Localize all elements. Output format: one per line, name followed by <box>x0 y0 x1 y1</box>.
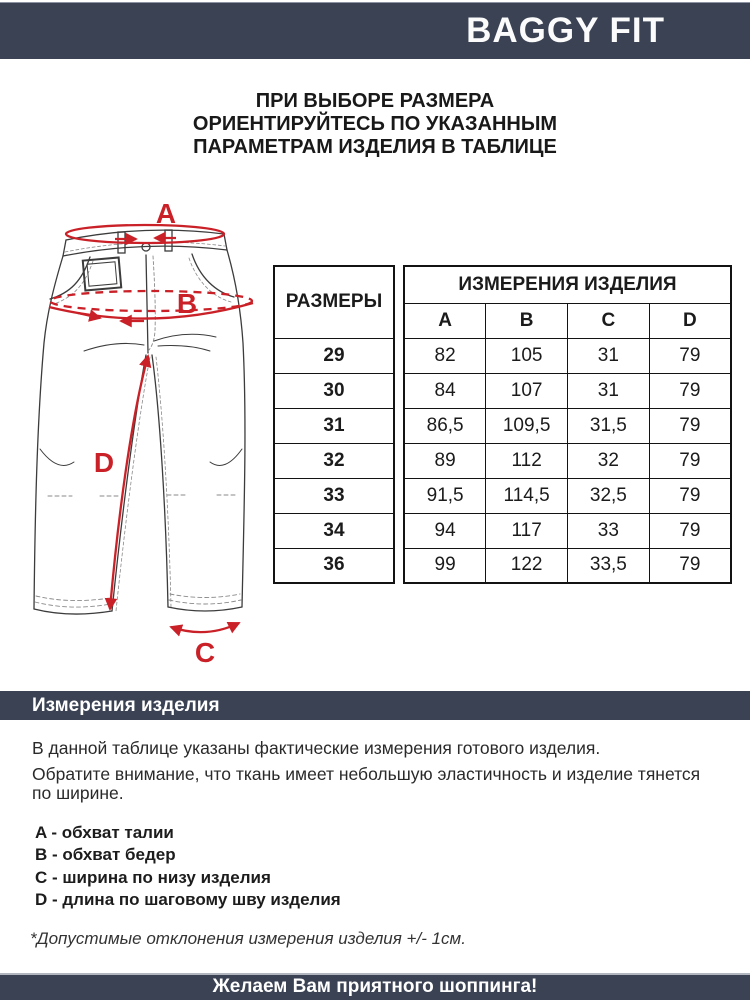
cell-c: 32,5 <box>568 478 650 513</box>
cell-b: 107 <box>486 373 568 408</box>
table-row <box>404 338 731 373</box>
cell-d: 79 <box>649 548 731 583</box>
label-c: C <box>194 637 216 668</box>
legend-item-d: D - длина по шаговому шву изделия <box>35 890 341 910</box>
cell-d: 79 <box>649 408 731 443</box>
label-a: A <box>155 198 177 229</box>
waist-measure-line <box>66 225 224 243</box>
sizes-table <box>273 265 395 584</box>
size-cell: 34 <box>274 513 394 548</box>
size-cell: 36 <box>274 548 394 583</box>
cell-c: 32 <box>568 443 650 478</box>
pants-diagram <box>20 193 270 673</box>
legend-item-b: B - обхват бедер <box>35 845 176 865</box>
cell-d: 79 <box>649 478 731 513</box>
cell-c: 31 <box>568 373 650 408</box>
notes-line: Обратите внимание, что ткань имеет небольшую эластичность и изделие тянется <box>32 763 701 784</box>
section-title-bar: Измерения изделия <box>0 691 750 720</box>
column-header-b: B <box>486 303 568 338</box>
column-header-c: C <box>568 303 650 338</box>
intro-heading <box>0 90 750 159</box>
tolerance-footnote: *Допустимые отклонения измерения изделия +/- 1см. <box>30 929 466 948</box>
intro-line: ОРИЕНТИРУЙТЕСЬ ПО УКАЗАННЫМ <box>192 113 558 135</box>
size-cell: 31 <box>274 408 394 443</box>
notes-block <box>32 739 732 804</box>
size-cell: 33 <box>274 478 394 513</box>
cell-c: 31 <box>568 338 650 373</box>
table-row <box>404 478 731 513</box>
cell-a: 99 <box>404 548 486 583</box>
cell-a: 84 <box>404 373 486 408</box>
cell-d: 79 <box>649 338 731 373</box>
sizes-header-cell: РАЗМЕРЫ <box>274 266 394 338</box>
table-row <box>404 443 731 478</box>
table-row <box>404 373 731 408</box>
table-row <box>404 548 731 583</box>
label-d: D <box>93 447 115 478</box>
cell-a: 82 <box>404 338 486 373</box>
legend-item-a: A - обхват талии <box>35 823 174 842</box>
legend-item-c: C - ширина по низу изделия <box>35 867 271 887</box>
measure-legend <box>35 822 341 912</box>
footer-bar: Желаем Вам приятного шоппинга! <box>0 973 750 1000</box>
size-cell: 30 <box>274 373 394 408</box>
cell-d: 79 <box>649 513 731 548</box>
table-row <box>404 408 731 443</box>
notes-line: В данной таблице указаны фактические измерения готового изделия. <box>32 738 601 758</box>
hem-measure-line <box>171 623 239 632</box>
column-header-a: A <box>404 303 486 338</box>
size-cell: 32 <box>274 443 394 478</box>
cell-b: 112 <box>486 443 568 478</box>
size-cell: 29 <box>274 338 394 373</box>
intro-line: ПАРАМЕТРАМ ИЗДЕЛИЯ В ТАБЛИЦЕ <box>193 136 557 158</box>
cell-a: 91,5 <box>404 478 486 513</box>
cell-c: 33,5 <box>568 548 650 583</box>
cell-b: 109,5 <box>486 408 568 443</box>
intro-line: ПРИ ВЫБОРЕ РАЗМЕРА <box>255 90 495 112</box>
table-row <box>404 513 731 548</box>
cell-c: 31,5 <box>568 408 650 443</box>
measurements-table <box>403 265 732 584</box>
cell-a: 94 <box>404 513 486 548</box>
hip-measure-line <box>50 291 252 311</box>
label-b: B <box>176 288 198 319</box>
column-header-d: D <box>649 303 731 338</box>
cell-d: 79 <box>649 443 731 478</box>
brand-title: BAGGY FIT <box>466 11 665 50</box>
cell-b: 117 <box>486 513 568 548</box>
cell-c: 33 <box>568 513 650 548</box>
notes-line: по ширине. <box>32 783 124 803</box>
pants-sketch <box>34 230 245 614</box>
header-bar <box>0 2 750 59</box>
measurements-header-cell: ИЗМЕРЕНИЯ ИЗДЕЛИЯ <box>404 266 731 303</box>
cell-b: 122 <box>486 548 568 583</box>
cell-a: 86,5 <box>404 408 486 443</box>
cell-b: 114,5 <box>486 478 568 513</box>
cell-b: 105 <box>486 338 568 373</box>
cell-a: 89 <box>404 443 486 478</box>
cell-d: 79 <box>649 373 731 408</box>
